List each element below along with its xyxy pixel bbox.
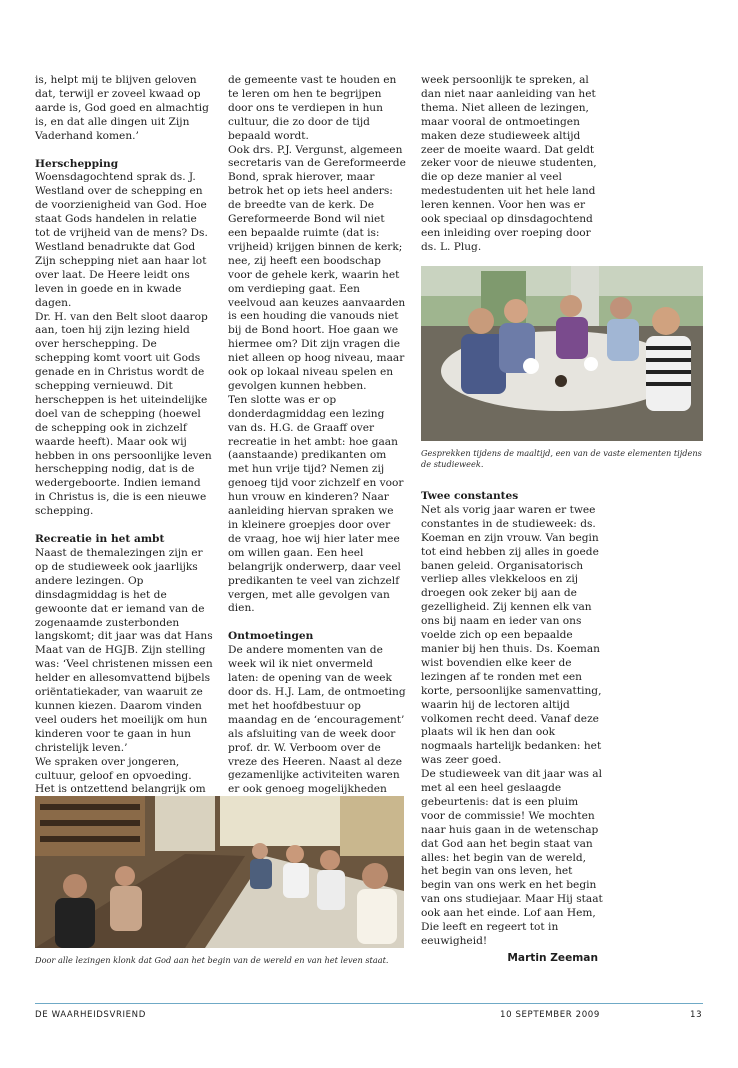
section-heading-ontmoetingen: Ontmoetingen (228, 630, 314, 643)
photo-caption-top: Gesprekken tijdens de maaltijd, een van de vaste elementen tijdens de studieweek. (421, 448, 702, 469)
article-column-1 (35, 74, 213, 811)
paragraph: De andere momenten van de week wil ik niet onvermeld laten: de opening van de week door ds. H.J. Lam, de ontmoeting met het hoofdbestuur op maandag en de ‘encouragement’ als afsluiting van de week door prof. dr. W. Verboom over de vreze des Heeren. Naast al deze gezamenlijke activiteiten waren er ook genoeg mogelijkheden (228, 644, 406, 796)
paragraph: We spraken over jongeren, cultuur, geloof en opvoeding. Het is ontzettend belangrijk om (35, 755, 206, 796)
paragraph: week persoonlijk te spreken, al dan niet naar aanleiding van het thema. Niet alleen de lezingen, maar vooral de ontmoetingen maken deze studieweek altijd zeer de moeite waard. Dat geldt zeker voor de nieuwe studenten, die op deze manier al veel medestudenten uit het hele land leren kennen. Voor hen was er ook speciaal op dinsdagochtend een inleiding over roeping door ds. L. Plug. (421, 74, 597, 253)
issue-date: 10 SEPTEMBER 2009 (500, 1010, 600, 1020)
paragraph: Naast de themalezingen zijn er op de studieweek ook jaarlijks andere lezingen. Op dinsdagmiddag is het de gewoonte dat er iemand van de zogenaamde zusterbonden langskomt; dit jaar was dat Hans Maat van de HGJB. Zijn stelling was: ‘Veel christenen missen een helder en allesomvattend bijbels oriëntatiekader, van waaruit ze kunnen kiezen. Daarom vinden veel ouders het moeilijk om hun kinderen voor te gaan in hun christelijk leven.’ (35, 547, 213, 754)
article-column-3-bottom (421, 490, 603, 949)
page-number: 13 (690, 1010, 703, 1020)
section-heading-herschepping: Herschepping (35, 157, 119, 170)
author-name: Martin Zeeman (507, 952, 598, 964)
paragraph: is, helpt mij te blijven geloven dat, terwijl er zoveel kwaad op aarde is, God goed en almachtig is, en dat alle dingen uit Zijn Vaderhand komen.’ (35, 74, 209, 142)
article-column-3-top (421, 74, 603, 255)
photo-caption-bottom: Door alle lezingen klonk dat God aan het begin van de wereld en van het leven staat. (35, 955, 389, 965)
paragraph: Ook drs. P.J. Vergunst, algemeen secretaris van de Gereformeerde Bond, sprak hierover, maar betrok het op iets heel anders: de breedte van de kerk. De Gereformeerde Bond wil niet een bepaalde ruimte (dat is: vrijheid) krijgen binnen de kerk; nee, zij heeft een boodschap voor de gehele kerk, waarin het om verdieping gaat. Een veelvoud aan keuzes aanvaarden is een houding die vanouds niet bij de Bond hoort. Hoe gaan we hiermee om? Dit zijn vragen die niet alleen op hoog niveau, maar ook op lokaal niveau spelen en gevolgen kunnen hebben. (228, 143, 406, 392)
publication-name: DE WAARHEIDSVRIEND (35, 1010, 146, 1020)
photo-dinner-illustration (421, 266, 703, 441)
paragraph: Dr. H. van den Belt sloot daarop aan, toen hij zijn lezing hield over herschepping. De schepping komt voort uit Gods genade en in Christus wordt de schepping vernieuwd. Dit herscheppen is het uiteindelijke doel van de schepping (hoewel de schepping ook in zichzelf waarde heeft). Maar ook wij hebben in ons persoonlijke leven herschepping nodig, dat is de wedergeboorte. Indien iemand in Christus is, die is een nieuwe schepping. (35, 310, 212, 518)
photo-dinner-conversation (421, 266, 703, 441)
paragraph: Ten slotte was er op donderdagmiddag een lezing van ds. H.G. de Graaff over recreatie in het ambt: hoe gaan (aanstaande) predikanten om met hun vrije tijd? Nemen zij genoeg tijd voor zichzelf en voor hun vrouw en kinderen? Naar aanleiding hiervan spraken we in kleinere groepjes door over de vraag, hoe wij hier later mee om willen gaan. Een heel belangrijk onderwerp, daar veel predikanten te veel van zichzelf vergen, met alle gevolgen van dien. (228, 393, 404, 615)
article-column-2 (228, 74, 406, 811)
section-heading-recreatie: Recreatie in het ambt (35, 533, 165, 546)
section-heading-twee-constantes: Twee constantes (421, 490, 519, 502)
photo-lecture-room (35, 796, 404, 948)
paragraph: Woensdagochtend sprak ds. J. Westland over de schepping en de voorzienigheid van God. Hoe staat Gods handelen in relatie tot de vrijheid van de mens? Ds. Westland benadrukte dat God Zijn schepping niet aan haar lot over laat. De Heere leidt ons leven in goede en in kwade dagen. (35, 171, 208, 309)
paragraph: de gemeente vast te houden en te leren om hen te begrijpen door ons te verdiepen in hun cultuur, die zo door de tijd bepaald wordt. (228, 74, 397, 142)
paragraph: De studieweek van dit jaar was al met al een heel geslaagde gebeurtenis: dat is een pluim voor de commissie! We mochten naar huis gaan in de wetenschap dat God aan het begin staat van alles: het begin van de wereld, het begin van ons leven, het begin van ons werk en het begin van ons studiejaar. Maar Hij staat ook aan het einde. Lof aan Hem, Die leeft en regeert tot in eeuwigheid! (421, 768, 603, 947)
paragraph: Net als vorig jaar waren er twee constantes in de studieweek: ds. Koeman en zijn vrouw. Van begin tot eind hebben zij alles in goede banen geleid. Organisatorisch verliep alles vlekkeloos en zij droegen ook zeker bij aan de gezelligheid. Zij kennen elk van ons bij naam en ieder van ons voelde zich op een bepaalde manier bij hen thuis. Ds. Koeman wist bovendien elke keer de lezingen af te ronden met een korte, persoonlijke samenvatting, waarin hij de lectoren altijd volkomen recht deed. Vanaf deze plaats wil ik hen dan ook nogmaals hartelijk bedanken: het was zeer goed. (421, 503, 602, 767)
footer-divider (35, 1003, 703, 1004)
photo-lecture-illustration (35, 796, 404, 948)
